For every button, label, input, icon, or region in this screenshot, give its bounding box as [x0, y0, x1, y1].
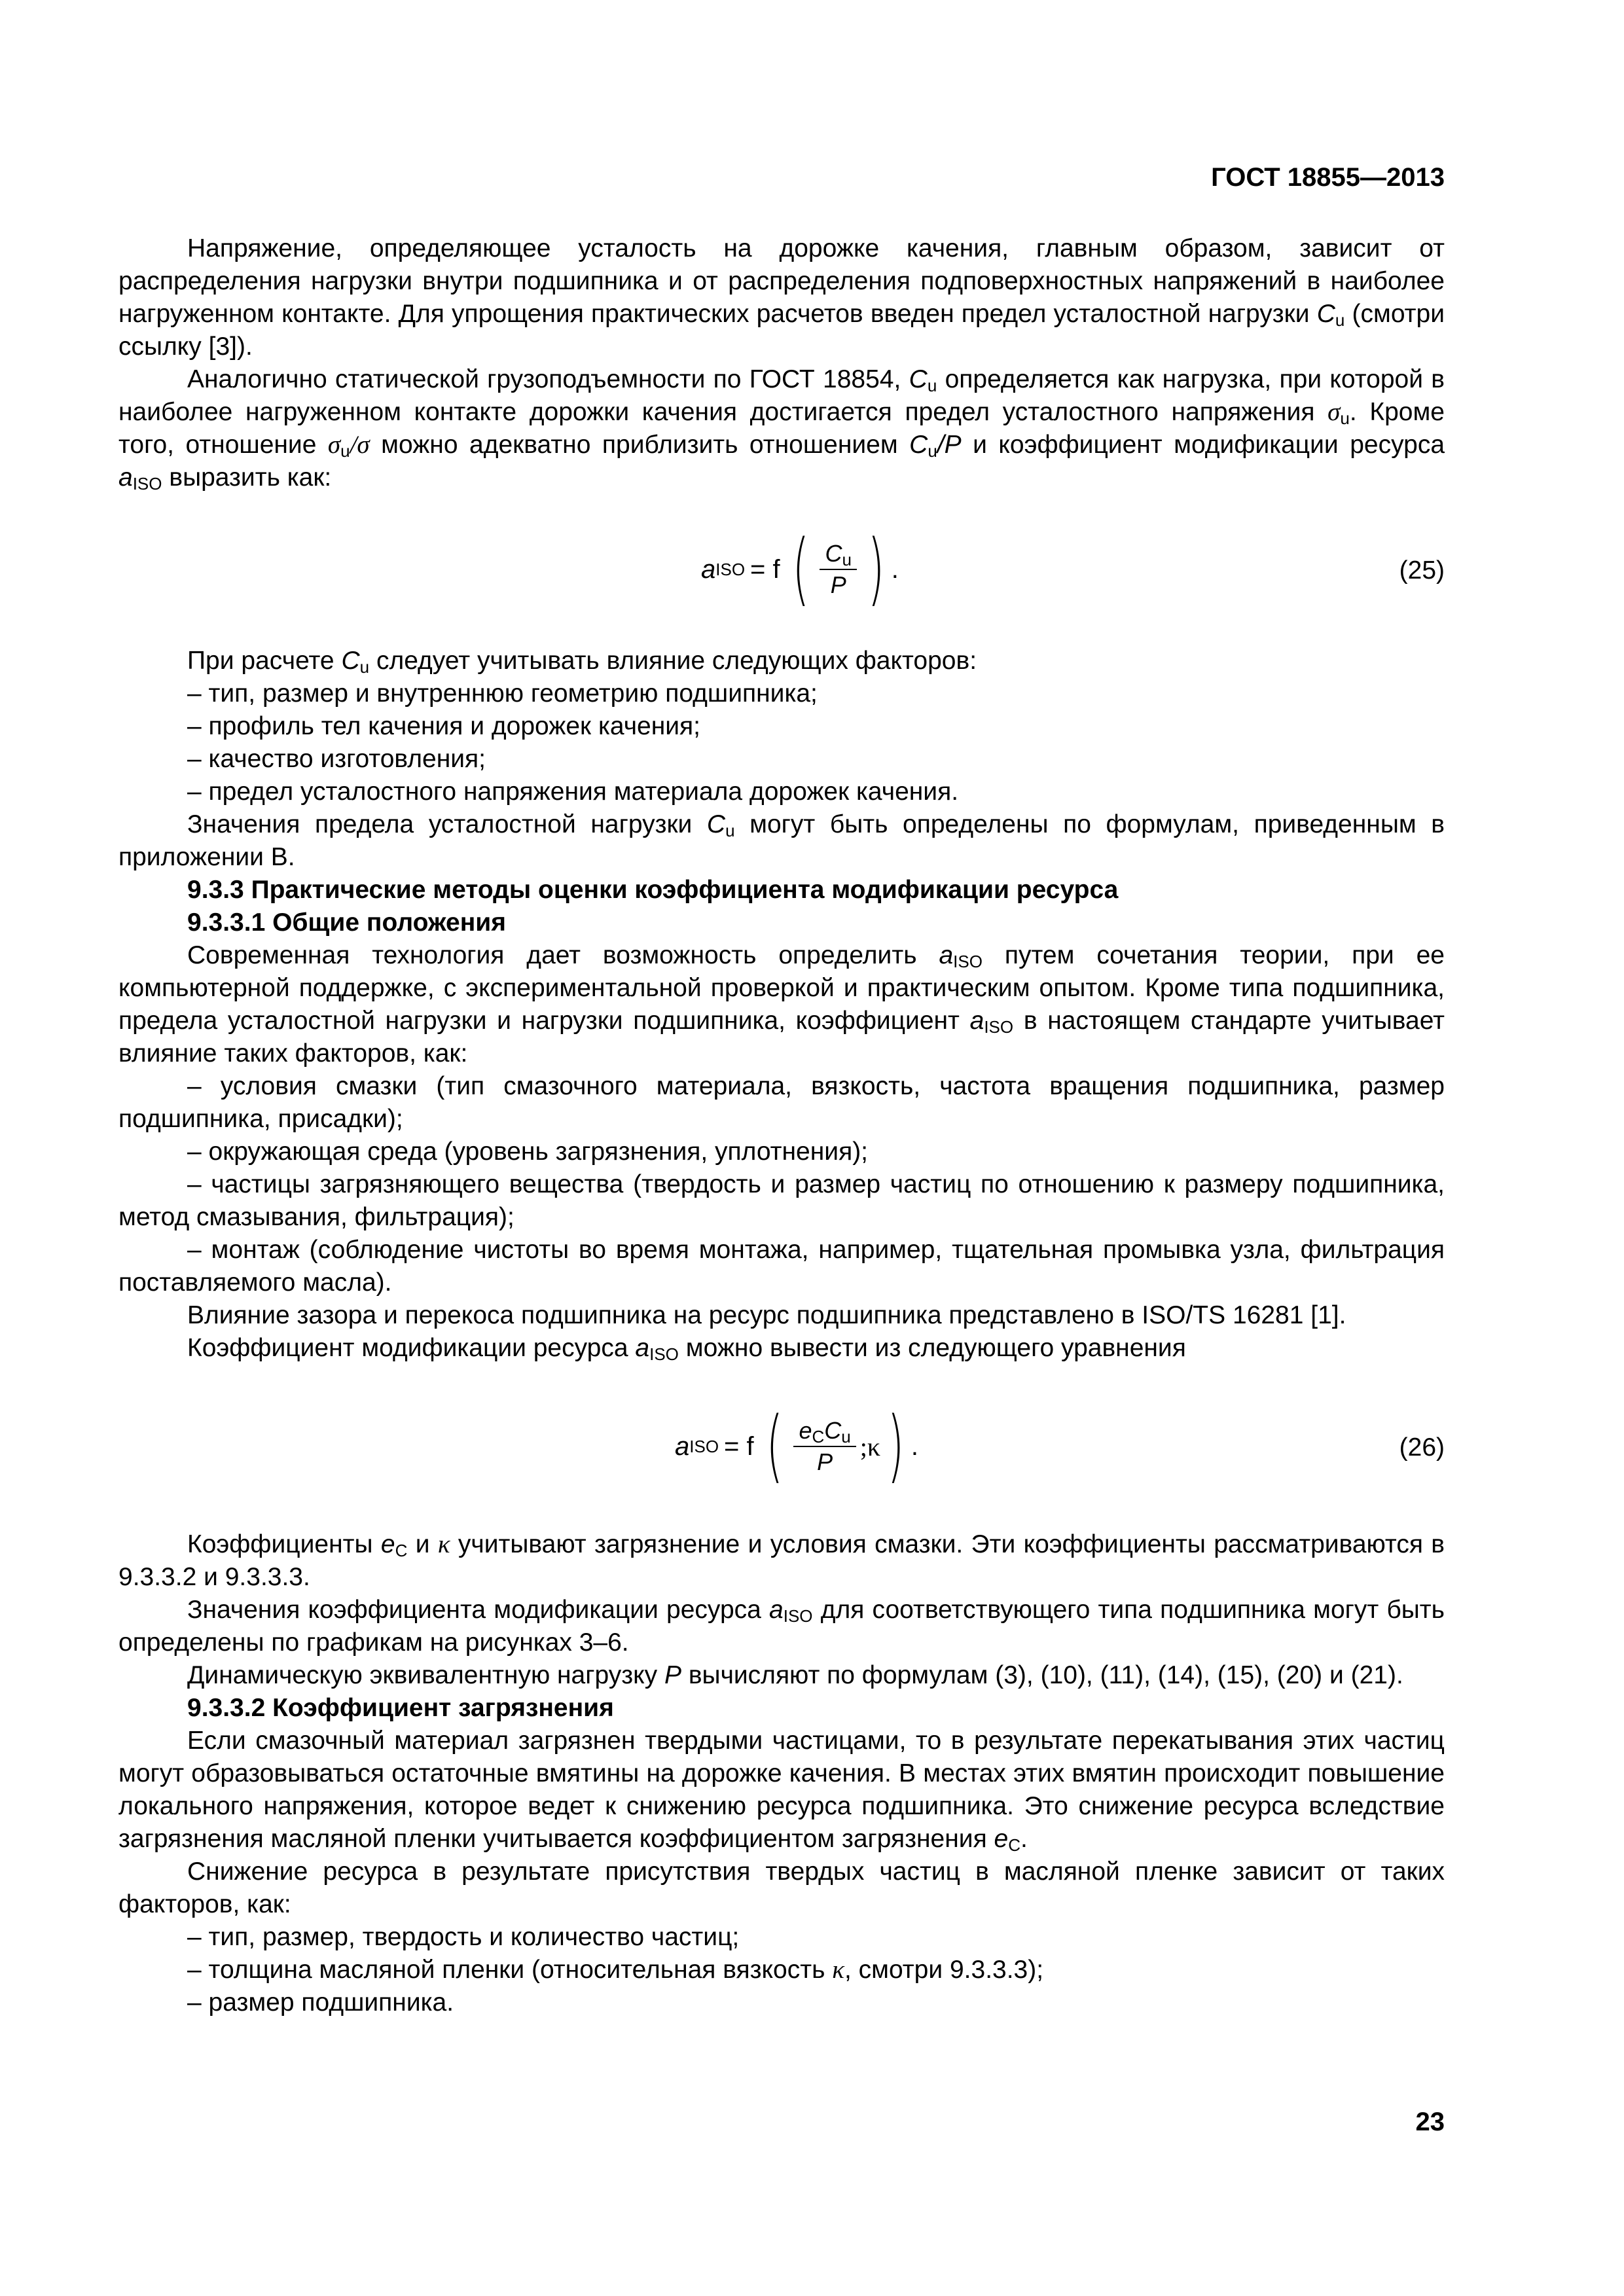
cu-subscript: u: [725, 821, 735, 840]
p5-text-2: путем сочетания теории, при ее компьютерной поддержке, с экспериментальной проверкой и практическим опытом. Кроме типа подшипника, предела усталостной нагрузки и нагрузки подшипника, коэффициент: [118, 941, 1445, 1035]
formula-period: .: [911, 1431, 918, 1461]
aiso-symbol: a: [969, 1007, 984, 1035]
kappa-symbol: κ: [832, 1956, 844, 1984]
paragraph-aiso-values: [118, 1594, 1445, 1659]
equals-f: = f: [724, 1431, 754, 1461]
left-paren-icon: (: [766, 1401, 783, 1492]
ec-subscript: C: [812, 1427, 825, 1446]
ec-subscript: C: [395, 1541, 408, 1560]
kappa-argument: ;κ: [859, 1431, 881, 1462]
p11-text-2: .: [1020, 1825, 1028, 1853]
cu-subscript: u: [928, 441, 937, 461]
list-item: – окружающая среда (уровень загрязнения, уплотнения);: [187, 1138, 869, 1166]
cu-symbol: C: [909, 365, 928, 393]
p1-tail: (смотри ссылку [3]).: [118, 300, 1445, 361]
paragraph-contamination: [118, 1725, 1445, 1856]
paragraph-clearance: Влияние зазора и перекоса подшипника на ресурс подшипника представлено в ISO/TS 16281 [1].: [187, 1301, 1346, 1329]
cu-symbol: C: [825, 540, 842, 567]
sigma-subscript: u: [340, 441, 350, 461]
p2-text-2: определяется как нагрузка, при которой в наиболее нагруженном контакте дорожки качения достигается предел усталостного напряжения: [118, 365, 1445, 426]
aiso-subscript: ISO: [649, 1344, 679, 1364]
list-item: – условия смазки (тип смазочного материала, вязкость, частота вращения подшипника, размер подшипника, присадки);: [118, 1072, 1445, 1133]
p7-text-2: можно вывести из следующего уравнения: [685, 1334, 1186, 1362]
p7-text-1: Коэффициент модификации ресурса: [187, 1334, 628, 1362]
aiso-symbol: a: [118, 463, 133, 492]
p10-text-2: вычисляют по формулам (3), (10), (11), (14), (15), (20) и (21).: [688, 1661, 1403, 1689]
right-paren-icon: ): [867, 524, 885, 615]
p10-text-1: Динамическую эквивалентную нагрузку: [187, 1661, 658, 1689]
list-item: – монтаж (соблюдение чистоты во время монтажа, например, тщательная промывка узла, фильтрация поставляемого масла).: [118, 1236, 1445, 1297]
p2-text-1: Аналогично статической грузоподъемности по ГОСТ 18854,: [187, 365, 901, 393]
cu-symbol: C: [341, 647, 360, 675]
paragraph-life-reduction: Снижение ресурса в результате присутствия твердых частиц в масляной пленке зависит от таких факторов, как:: [118, 1857, 1445, 1918]
list-item: – тип, размер, твердость и количество частиц;: [187, 1923, 740, 1951]
kappa-symbol: κ: [437, 1530, 450, 1558]
cu-symbol: C: [824, 1417, 842, 1444]
formula-26: [118, 1401, 1445, 1492]
section-heading-9-3-3-1: 9.3.3.1 Общие положения: [187, 908, 507, 937]
formula-26-expression: a ISO = f ( $\frac{e_CC_u}{P}$ ;κ ) .: [675, 1401, 918, 1492]
p8-text-3: учитывают загрязнение и условия смазки. Эти коэффициенты рассматриваются в 9.3.3.2 и 9.3.3.3.: [118, 1530, 1445, 1591]
p5-text-1: Современная технология дает возможность определить: [187, 941, 917, 969]
cu-subscript: u: [1335, 310, 1345, 330]
ratio-p: /P: [937, 431, 962, 459]
list-item: – предел усталостного напряжения материала дорожек качения.: [187, 778, 959, 806]
list-item: – качество изготовления;: [187, 745, 486, 773]
sigma-ratio: /σ: [350, 431, 370, 459]
ec-symbol: e: [380, 1530, 395, 1558]
p-symbol: P: [830, 571, 846, 598]
sigma-symbol: σ: [1327, 398, 1341, 426]
sigma-symbol: σ: [327, 431, 341, 459]
list-item-text: – толщина масляной пленки (относительная вязкость: [187, 1956, 833, 1984]
cu-subscript: u: [359, 657, 370, 677]
aiso-subscript: ISO: [783, 1606, 813, 1626]
list-item-tail: , смотри 9.3.3.3);: [844, 1956, 1044, 1984]
p3-text-1: При расчете: [187, 647, 334, 675]
p2-text-6: выразить как:: [169, 463, 332, 492]
section-heading-9-3-3-2: 9.3.3.2 Коэффициент загрязнения: [187, 1694, 614, 1722]
paragraph-cu-factors: [118, 645, 1445, 677]
p-symbol: P: [664, 1661, 681, 1689]
p8-text-2: и: [415, 1530, 430, 1558]
paragraph-aiso-equation: [118, 1332, 1445, 1365]
sigma-subscript: u: [1340, 408, 1350, 428]
p8-text-1: Коэффициенты: [187, 1530, 373, 1558]
fraction: [820, 540, 856, 599]
formula-number: (25): [1399, 556, 1445, 584]
ec-symbol: e: [994, 1825, 1009, 1853]
p9-text-1: Значения коэффициента модификации ресурса: [187, 1596, 761, 1624]
p4-text-2: могут быть определены по формулам, приведенным в приложении В.: [118, 810, 1445, 871]
fraction-numerator: [820, 540, 856, 570]
formula-number: (26): [1399, 1433, 1445, 1462]
cu-subscript: u: [927, 376, 937, 395]
text-block-2: [118, 645, 1445, 1365]
formula-25: [118, 524, 1445, 615]
paragraph-static-capacity: [118, 363, 1445, 494]
section-heading-9-3-3: 9.3.3 Практические методы оценки коэффициента модификации ресурса: [187, 876, 1119, 904]
cu-subscript: u: [842, 550, 852, 569]
p5-text-3: в настоящем стандарте учитывает влияние таких факторов, как:: [118, 1007, 1445, 1067]
equals-f: = f: [750, 554, 780, 584]
formula-period: .: [891, 554, 899, 584]
cu-subscript: u: [841, 1427, 851, 1446]
p2-text-4: можно адекватно приблизить отношением: [381, 431, 898, 459]
paragraph-fatigue-stress: [118, 232, 1445, 363]
p2-text-5: и коэффициент модификации ресурса: [973, 431, 1445, 459]
list-item: – частицы загрязняющего вещества (твердость и размер частиц по отношению к размеру подшипника, метод смазывания, фильтрация);: [118, 1170, 1445, 1231]
aiso-subscript: ISO: [132, 474, 162, 493]
paragraph-dynamic-load: [118, 1659, 1445, 1692]
p2-text-3: . Кроме того, отношение: [118, 398, 1445, 459]
p4-text-1: Значения предела усталостной нагрузки: [187, 810, 693, 838]
list-item: – размер подшипника.: [187, 1988, 454, 2017]
text-block-3: [118, 1528, 1445, 2019]
p11-text-1: Если смазочный материал загрязнен твердыми частицами, то в результате перекатывания этих частиц могут образовываться остаточные вмятины на дорожке качения. В местах этих вмятин происходит повышение локального напряжения, которое ведет к снижению ресурса подшипника. Это снижение ресурса вследствие загрязнения масляной пленки учитывается коэффициентом загрязнения: [118, 1727, 1445, 1853]
aiso-symbol: a: [675, 1431, 690, 1461]
fraction-numerator: [793, 1417, 856, 1447]
aiso-symbol: a: [701, 554, 716, 584]
paragraph-coefficients: [118, 1528, 1445, 1594]
p-symbol: P: [817, 1448, 833, 1475]
cu-symbol: C: [706, 810, 726, 838]
ec-subscript: C: [1008, 1835, 1021, 1855]
p1-text: Напряжение, определяющее усталость на дорожке качения, главным образом, зависит от распределения нагрузки внутри подшипника и от распределения подповерхностных напряжений в наиболее нагруженном контакте. Для упрощения практических расчетов введен предел усталостной нагрузки: [118, 234, 1445, 328]
aiso-symbol: a: [769, 1596, 784, 1624]
ec-symbol: e: [799, 1417, 812, 1444]
cu-symbol: C: [909, 431, 928, 459]
cu-symbol: C: [1316, 300, 1335, 328]
document-header: ГОСТ 18855—2013: [1211, 163, 1445, 192]
left-paren-icon: (: [792, 524, 809, 615]
right-paren-icon: ): [887, 1401, 905, 1492]
aiso-subscript: ISO: [984, 1017, 1014, 1037]
text-block-1: [118, 232, 1445, 494]
p3-text-2: следует учитывать влияние следующих факторов:: [376, 647, 977, 675]
aiso-subscript: ISO: [953, 952, 983, 971]
list-item: [118, 1954, 1445, 1986]
aiso-symbol: a: [635, 1334, 650, 1362]
paragraph-modern-technology: [118, 939, 1445, 1070]
list-item: – тип, размер и внутреннюю геометрию подшипника;: [187, 679, 818, 708]
page-number: 23: [1415, 2108, 1445, 2136]
p9-text-2: для соответствующего типа подшипника могут быть определены по графикам на рисунках 3–6.: [118, 1596, 1445, 1657]
paragraph-cu-values: [118, 808, 1445, 874]
aiso-symbol: a: [939, 941, 954, 969]
list-item: – профиль тел качения и дорожек качения;: [187, 712, 700, 740]
fraction: [793, 1417, 856, 1476]
fraction-denominator: [831, 570, 846, 599]
formula-25-expression: a ISO = f ( $\frac{C_u}{P}$ ) .: [701, 524, 899, 615]
fraction-denominator: [817, 1447, 833, 1476]
